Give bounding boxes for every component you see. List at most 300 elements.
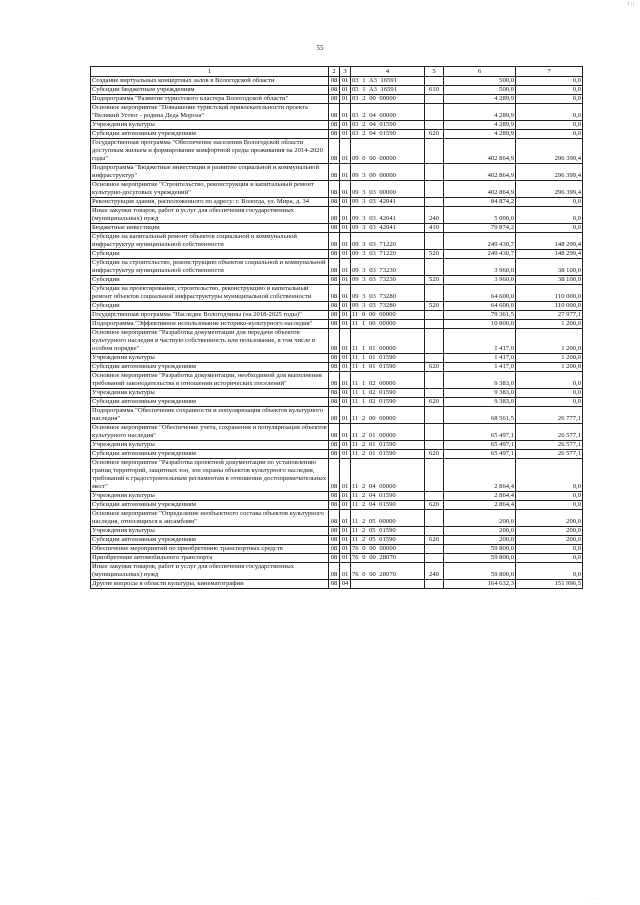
table-row (91, 233, 583, 250)
target-article-code: 03 2 04 00000 (351, 104, 425, 121)
section-code: 08 (329, 354, 340, 363)
subsection-code: 01 (340, 77, 351, 86)
amount-year-1: 59 800,0 (444, 545, 516, 554)
amount-year-1: 10 800,0 (444, 320, 516, 329)
table-row (91, 459, 583, 492)
amount-year-2: 0,0 (516, 86, 583, 95)
amount-year-1: 59 800,0 (444, 563, 516, 580)
column-number: 5 (425, 67, 444, 77)
amount-year-2: 296 399,4 (516, 164, 583, 181)
section-code: 08 (329, 501, 340, 510)
expense-type-code (425, 459, 444, 492)
row-name: Субсидии автономным учреждениям (91, 130, 329, 139)
amount-year-2: 0,0 (516, 95, 583, 104)
column-number: 3 (340, 67, 351, 77)
table-row (91, 320, 583, 329)
table-row (91, 276, 583, 285)
subsection-code: 01 (340, 311, 351, 320)
amount-year-1: 164 632,3 (444, 580, 516, 589)
expense-type-code: 520 (425, 250, 444, 259)
subsection-code: 01 (340, 459, 351, 492)
target-article-code: 09 3 03 71220 (351, 250, 425, 259)
amount-year-1: 65 497,1 (444, 424, 516, 441)
table-row (91, 545, 583, 554)
column-number: 6 (444, 67, 516, 77)
section-code: 08 (329, 450, 340, 459)
subsection-code: 01 (340, 302, 351, 311)
subsection-code: 01 (340, 104, 351, 121)
amount-year-1: 4 289,9 (444, 95, 516, 104)
target-article-code: 11 1 02 01590 (351, 398, 425, 407)
expense-type-code (425, 198, 444, 207)
row-name: Учреждения культуры (91, 527, 329, 536)
row-name: Создание виртуальных концертных залов в Вологодской области (91, 77, 329, 86)
amount-year-1: 200,0 (444, 527, 516, 536)
expense-type-code (425, 354, 444, 363)
subsection-code: 01 (340, 121, 351, 130)
row-name: Учреждения культуры (91, 492, 329, 501)
target-article-code: 11 2 05 00000 (351, 510, 425, 527)
table-row (91, 77, 583, 86)
section-code: 08 (329, 224, 340, 233)
column-number: 1 (91, 67, 329, 77)
amount-year-2: 1 200,0 (516, 320, 583, 329)
amount-year-2: 151 996,5 (516, 580, 583, 589)
subsection-code: 01 (340, 329, 351, 354)
section-code: 08 (329, 459, 340, 492)
amount-year-1: 64 600,0 (444, 302, 516, 311)
table-row (91, 139, 583, 164)
table-row (91, 398, 583, 407)
table-row (91, 354, 583, 363)
amount-year-1: 65 497,1 (444, 441, 516, 450)
target-article-code: 11 2 04 00000 (351, 459, 425, 492)
target-article-code: 09 3 03 73280 (351, 302, 425, 311)
table-row (91, 407, 583, 424)
section-code: 08 (329, 95, 340, 104)
amount-year-2: 0,0 (516, 459, 583, 492)
amount-year-2: 0,0 (516, 121, 583, 130)
target-article-code: 09 0 00 00000 (351, 139, 425, 164)
subsection-code: 01 (340, 259, 351, 276)
row-name: Субсидии (91, 302, 329, 311)
subsection-code: 01 (340, 363, 351, 372)
amount-year-2: 1 200,0 (516, 363, 583, 372)
table-row (91, 329, 583, 354)
amount-year-2: 26 577,1 (516, 441, 583, 450)
subsection-code: 01 (340, 233, 351, 250)
corner-scan-mark-top: 1 | | (626, 2, 634, 7)
section-code: 08 (329, 198, 340, 207)
subsection-code: 01 (340, 424, 351, 441)
expense-type-code (425, 77, 444, 86)
section-code: 08 (329, 77, 340, 86)
amount-year-2: 0,0 (516, 554, 583, 563)
target-article-code: 09 3 03 42041 (351, 207, 425, 224)
section-code: 08 (329, 536, 340, 545)
amount-year-2: 0,0 (516, 130, 583, 139)
amount-year-2: 0,0 (516, 77, 583, 86)
expense-type-code (425, 259, 444, 276)
expense-type-code: 620 (425, 363, 444, 372)
amount-year-2: 26 577,1 (516, 450, 583, 459)
table-row (91, 259, 583, 276)
table-row (91, 207, 583, 224)
section-code: 08 (329, 104, 340, 121)
section-code: 08 (329, 407, 340, 424)
table-row (91, 536, 583, 545)
expense-type-code (425, 580, 444, 589)
target-article-code (351, 580, 425, 589)
target-article-code: 11 2 01 01590 (351, 441, 425, 450)
row-name: Иные закупки товаров, работ и услуг для обеспечения государственных (муниципальных) нужд (91, 207, 329, 224)
table-row (91, 95, 583, 104)
expense-type-code (425, 545, 444, 554)
target-article-code: 09 3 03 73230 (351, 259, 425, 276)
amount-year-1: 9 383,0 (444, 389, 516, 398)
row-name: Субсидии автономным учреждениям (91, 450, 329, 459)
amount-year-1: 79 874,2 (444, 224, 516, 233)
row-name: Субсидии автономным учреждениям (91, 501, 329, 510)
section-code: 08 (329, 139, 340, 164)
target-article-code: 76 0 00 28070 (351, 554, 425, 563)
section-code: 08 (329, 233, 340, 250)
subsection-code: 01 (340, 501, 351, 510)
amount-year-2: 296 399,4 (516, 139, 583, 164)
target-article-code: 11 2 05 01590 (351, 536, 425, 545)
table-row (91, 224, 583, 233)
amount-year-1: 2 864,4 (444, 501, 516, 510)
amount-year-2: 148 299,4 (516, 250, 583, 259)
amount-year-1: 402 864,9 (444, 181, 516, 198)
subsection-code: 01 (340, 130, 351, 139)
section-code: 08 (329, 527, 340, 536)
amount-year-2: 296 399,4 (516, 181, 583, 198)
row-name: Субсидии автономным учреждениям (91, 363, 329, 372)
section-code: 08 (329, 320, 340, 329)
section-code: 08 (329, 250, 340, 259)
section-code: 08 (329, 510, 340, 527)
target-article-code: 76 0 00 28070 (351, 563, 425, 580)
target-article-code: 11 1 01 00000 (351, 329, 425, 354)
expense-type-code: 520 (425, 276, 444, 285)
amount-year-2: 27 977,1 (516, 311, 583, 320)
column-number: 7 (516, 67, 583, 77)
expense-type-code (425, 164, 444, 181)
section-code: 08 (329, 424, 340, 441)
expense-type-code (425, 441, 444, 450)
target-article-code: 11 2 04 01590 (351, 501, 425, 510)
subsection-code: 01 (340, 181, 351, 198)
amount-year-2: 0,0 (516, 207, 583, 224)
subsection-code: 01 (340, 354, 351, 363)
amount-year-2: 0,0 (516, 398, 583, 407)
column-number: 4 (351, 67, 425, 77)
row-name: Субсидии на проектирование, строительство, реконструкцию и капитальный ремонт объектов социальной инфраструктуры муниципальной собственности (91, 285, 329, 302)
expense-type-code: 620 (425, 536, 444, 545)
target-article-code: 11 2 01 01590 (351, 450, 425, 459)
target-article-code: 11 2 04 01590 (351, 492, 425, 501)
subsection-code: 01 (340, 139, 351, 164)
table-row (91, 527, 583, 536)
amount-year-2: 200,0 (516, 510, 583, 527)
row-name: Учреждения культуры (91, 121, 329, 130)
subsection-code: 01 (340, 285, 351, 302)
expense-type-code: 620 (425, 398, 444, 407)
target-article-code: 03 1 A3 16591 (351, 86, 425, 95)
table-row (91, 164, 583, 181)
section-code: 08 (329, 207, 340, 224)
subsection-code: 01 (340, 554, 351, 563)
subsection-code: 01 (340, 527, 351, 536)
page-number: 55 (316, 44, 324, 52)
table-row (91, 450, 583, 459)
target-article-code: 11 2 01 00000 (351, 424, 425, 441)
expense-type-code (425, 527, 444, 536)
amount-year-1: 9 383,0 (444, 372, 516, 389)
expense-type-code (425, 320, 444, 329)
amount-year-1: 1 417,0 (444, 354, 516, 363)
target-article-code: 09 3 03 42041 (351, 224, 425, 233)
target-article-code: 11 0 00 00000 (351, 311, 425, 320)
corner-scan-mark-bottom: · · · (590, 897, 598, 902)
amount-year-1: 59 800,0 (444, 554, 516, 563)
row-name: Субсидии автономным учреждениям (91, 398, 329, 407)
amount-year-2: 26 777,1 (516, 407, 583, 424)
section-code: 08 (329, 545, 340, 554)
subsection-code: 01 (340, 563, 351, 580)
expense-type-code (425, 492, 444, 501)
expense-type-code (425, 121, 444, 130)
target-article-code: 03 2 00 00000 (351, 95, 425, 104)
row-name: Субсидии бюджетным учреждениям (91, 86, 329, 95)
subsection-code: 01 (340, 545, 351, 554)
amount-year-2: 148 299,4 (516, 233, 583, 250)
row-name: Приобретение автомобильного транспорта (91, 554, 329, 563)
amount-year-1: 3 960,0 (444, 259, 516, 276)
row-name: Субсидии (91, 276, 329, 285)
amount-year-1: 500,0 (444, 77, 516, 86)
table-row (91, 389, 583, 398)
amount-year-2: 200,0 (516, 527, 583, 536)
target-article-code: 76 0 00 00000 (351, 545, 425, 554)
expense-type-code (425, 372, 444, 389)
column-number: 2 (329, 67, 340, 77)
amount-year-2: 26 577,1 (516, 424, 583, 441)
expense-type-code: 610 (425, 86, 444, 95)
row-name: Подпрограмма "Эффективное использование историко-культурного наследия" (91, 320, 329, 329)
target-article-code: 11 1 00 00000 (351, 320, 425, 329)
amount-year-1: 9 383,0 (444, 398, 516, 407)
subsection-code: 01 (340, 276, 351, 285)
amount-year-1: 5 000,0 (444, 207, 516, 224)
table-row (91, 121, 583, 130)
table-row (91, 250, 583, 259)
amount-year-2: 0,0 (516, 563, 583, 580)
row-name: Субсидии (91, 250, 329, 259)
row-name: Основное мероприятие "Определение необъектного состава объектов культурного наследия, относящихся к ансамблям" (91, 510, 329, 527)
expense-type-code (425, 233, 444, 250)
target-article-code: 03 2 04 01590 (351, 121, 425, 130)
amount-year-1: 200,0 (444, 510, 516, 527)
subsection-code: 01 (340, 198, 351, 207)
amount-year-2: 200,0 (516, 536, 583, 545)
target-article-code: 09 3 03 00000 (351, 181, 425, 198)
amount-year-1: 402 864,9 (444, 139, 516, 164)
amount-year-2: 110 000,0 (516, 285, 583, 302)
expense-type-code (425, 510, 444, 527)
amount-year-2: 0,0 (516, 104, 583, 121)
target-article-code: 03 2 04 01590 (351, 130, 425, 139)
row-name: Субсидии автономным учреждениям (91, 536, 329, 545)
row-name: Учреждения культуры (91, 389, 329, 398)
target-article-code: 09 3 03 73280 (351, 285, 425, 302)
amount-year-2: 1 200,0 (516, 354, 583, 363)
expense-type-code: 520 (425, 302, 444, 311)
table-row (91, 372, 583, 389)
row-name: Подпрограмма "Бюджетные инвестиции в развитие социальной и коммунальной инфраструктур" (91, 164, 329, 181)
subsection-code: 01 (340, 95, 351, 104)
amount-year-1: 4 289,9 (444, 121, 516, 130)
row-name: Основное мероприятие "Разработка документации для передачи объектов культурного наследия в частную собственность или пользование, в том числе в особом порядке" (91, 329, 329, 354)
subsection-code: 01 (340, 86, 351, 95)
table-row (91, 492, 583, 501)
amount-year-2: 0,0 (516, 198, 583, 207)
section-code: 08 (329, 389, 340, 398)
table-row (91, 424, 583, 441)
amount-year-1: 2 864,4 (444, 459, 516, 492)
table-row (91, 104, 583, 121)
table-row (91, 554, 583, 563)
target-article-code: 11 2 00 00000 (351, 407, 425, 424)
target-article-code: 11 1 01 01590 (351, 354, 425, 363)
expense-type-code (425, 329, 444, 354)
expense-type-code (425, 407, 444, 424)
expense-type-code (425, 554, 444, 563)
expense-type-code (425, 311, 444, 320)
subsection-code: 01 (340, 320, 351, 329)
subsection-code: 01 (340, 441, 351, 450)
expense-type-code: 620 (425, 501, 444, 510)
section-code: 08 (329, 285, 340, 302)
row-name: Субсидии на строительство, реконструкцию объектов социальной и коммунальной инфраструктур муниципальной собственности (91, 259, 329, 276)
amount-year-1: 2 864,4 (444, 492, 516, 501)
amount-year-1: 65 497,1 (444, 450, 516, 459)
amount-year-1: 68 561,5 (444, 407, 516, 424)
expense-type-code (425, 104, 444, 121)
expense-type-code (425, 424, 444, 441)
amount-year-2: 0,0 (516, 389, 583, 398)
subsection-code: 01 (340, 492, 351, 501)
table-row (91, 501, 583, 510)
table-row (91, 285, 583, 302)
section-code: 08 (329, 563, 340, 580)
row-name: Основное мероприятие "Повышение туристской привлекательности проекта "Великий Устюг - родина Деда Мороза" (91, 104, 329, 121)
target-article-code: 09 3 03 42041 (351, 198, 425, 207)
section-code: 08 (329, 329, 340, 354)
subsection-code: 01 (340, 536, 351, 545)
table-row (91, 198, 583, 207)
budget-table (90, 66, 583, 589)
row-name: Государственная программа "Наследие Вологодчины (на 2018-2025 годы)" (91, 311, 329, 320)
target-article-code: 11 1 01 01590 (351, 363, 425, 372)
column-number-row (91, 67, 583, 77)
table-row (91, 563, 583, 580)
section-code: 08 (329, 441, 340, 450)
row-name: Основное мероприятие "Строительство, реконструкция и капитальный ремонт культурно-досуговых учреждений" (91, 181, 329, 198)
row-name: Подпрограмма "Развитие туристского кластера Вологодской области" (91, 95, 329, 104)
row-name: Учреждения культуры (91, 354, 329, 363)
section-code: 08 (329, 363, 340, 372)
subsection-code: 01 (340, 450, 351, 459)
expense-type-code (425, 389, 444, 398)
subsection-code: 01 (340, 207, 351, 224)
amount-year-1: 249 430,7 (444, 250, 516, 259)
row-name: Бюджетные инвестиции (91, 224, 329, 233)
expense-type-code (425, 181, 444, 198)
subsection-code: 04 (340, 580, 351, 589)
target-article-code: 03 1 A3 16591 (351, 77, 425, 86)
subsection-code: 01 (340, 407, 351, 424)
amount-year-1: 3 960,0 (444, 276, 516, 285)
subsection-code: 01 (340, 510, 351, 527)
expense-type-code: 240 (425, 563, 444, 580)
target-article-code: 11 1 02 01590 (351, 389, 425, 398)
row-name: Основное мероприятие "Обеспечение учета, сохранения и популяризация объектов культурного наследия" (92, 424, 327, 439)
row-name: Субсидии на капитальный ремонт объектов социальной и коммунальной инфраструктур муниципальной собственности (91, 233, 329, 250)
table-row (91, 130, 583, 139)
amount-year-1: 79 361,5 (444, 311, 516, 320)
amount-year-1: 4 289,9 (444, 130, 516, 139)
row-name: Иные закупки товаров, работ и услуг для обеспечения государственных (муниципальных) нужд (91, 563, 329, 580)
section-code: 08 (329, 130, 340, 139)
row-name: Государственная программа "Обеспечение населения Вологодской области доступным жильем и формирование комфортной среды проживания на 2014-2020 годы" (91, 139, 329, 164)
amount-year-2: 0,0 (516, 224, 583, 233)
section-code: 08 (329, 121, 340, 130)
section-code: 08 (329, 259, 340, 276)
row-name: Основное мероприятие "Разработка документации, необходимой для выполнения требований законодательства в отношении исторических поселений" (91, 372, 329, 389)
target-article-code: 09 3 00 00000 (351, 164, 425, 181)
subsection-code: 01 (340, 372, 351, 389)
expense-type-code: 620 (425, 450, 444, 459)
row-name: Подпрограмма "Обеспечение сохранности и популяризация объектов культурного наследия" (91, 407, 329, 424)
amount-year-1: 84 874,2 (444, 198, 516, 207)
amount-year-1: 402 864,9 (444, 164, 516, 181)
section-code: 08 (329, 398, 340, 407)
table-row (91, 311, 583, 320)
table-row (91, 441, 583, 450)
section-code: 08 (329, 372, 340, 389)
row-name: Другие вопросы в области культуры, кинематографии (91, 580, 329, 589)
section-code: 08 (329, 580, 340, 589)
subsection-code: 01 (340, 389, 351, 398)
section-code: 08 (329, 554, 340, 563)
section-code: 08 (329, 86, 340, 95)
section-code: 08 (329, 276, 340, 285)
table-row (91, 510, 583, 527)
amount-year-1: 64 600,0 (444, 285, 516, 302)
amount-year-2: 38 100,0 (516, 259, 583, 276)
amount-year-1: 1 417,0 (444, 329, 516, 354)
amount-year-1: 200,0 (444, 536, 516, 545)
amount-year-2: 0,0 (516, 372, 583, 389)
expense-type-code: 240 (425, 207, 444, 224)
target-article-code: 09 3 03 73230 (351, 276, 425, 285)
expense-type-code (425, 95, 444, 104)
target-article-code: 09 3 03 71220 (351, 233, 425, 250)
section-code: 08 (329, 302, 340, 311)
section-code: 08 (329, 492, 340, 501)
